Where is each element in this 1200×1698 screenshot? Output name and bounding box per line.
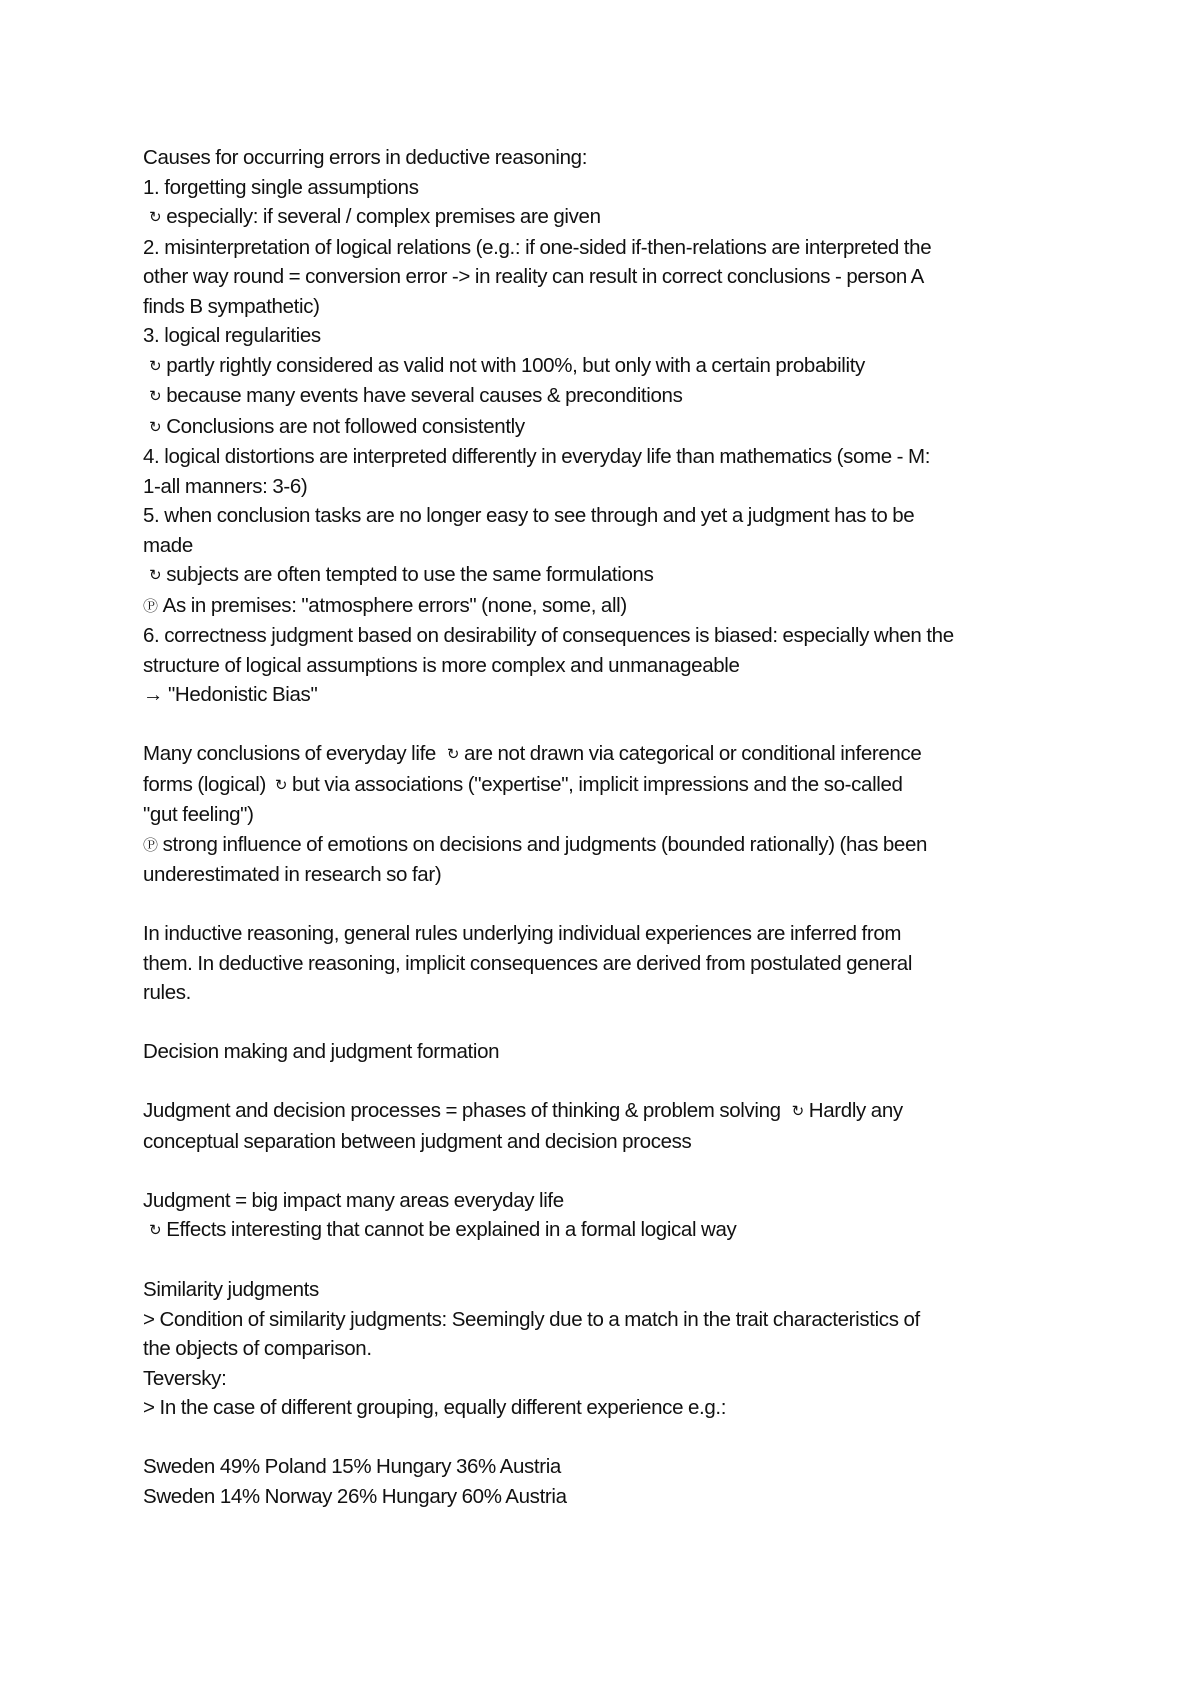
paragraph-line: the objects of comparison. <box>143 1337 372 1360</box>
arrow-bullet-icon: ↻ <box>149 208 162 226</box>
section-heading-similarity: Similarity judgments <box>143 1278 319 1301</box>
paragraph-line: underestimated in research so far) <box>143 863 442 886</box>
paragraph-gap <box>143 890 1073 920</box>
sub-bullet <box>143 381 1073 412</box>
list-item-continuation: made <box>143 533 193 557</box>
text-span: are not drawn via categorical or conditional inference <box>464 742 922 765</box>
paragraph-line <box>143 770 1073 801</box>
arrow-bullet-icon: ↻ <box>149 1221 162 1239</box>
paragraph-line <box>143 1096 1073 1127</box>
paragraph-line: In inductive reasoning, general rules underlying individual experiences are inferred from <box>143 922 902 945</box>
paragraph-gap <box>143 710 1073 740</box>
list-item-continuation: structure of logical assumptions is more complex and unmanageable <box>143 653 740 677</box>
sub-bullet-text: As in premises: "atmosphere errors" (none, some, all) <box>162 593 627 617</box>
arrow-bullet-icon: ↻ <box>149 387 162 405</box>
arrow-bullet-icon: ↻ <box>149 566 162 584</box>
example-row: Sweden 49% Poland 15% Hungary 36% Austria <box>143 1455 561 1478</box>
paragraph-gap <box>143 1067 1073 1097</box>
arrow-bullet-icon: ↻ <box>274 775 288 794</box>
text-span: forms (logical) <box>143 772 266 796</box>
paragraph-line: > Condition of similarity judgments: Seemingly due to a match in the trait characteristics of <box>143 1307 920 1331</box>
sub-bullet-text: subjects are often tempted to use the same formulations <box>166 563 654 586</box>
list-item: 1. forgetting single assumptions <box>143 175 419 199</box>
paragraph-gap <box>143 1246 1073 1276</box>
paragraph-gap <box>143 1156 1073 1186</box>
sub-bullet-text: because many events have several causes & preconditions <box>166 384 683 407</box>
paragraph-line: Teversky: <box>143 1366 227 1390</box>
sub-bullet <box>143 591 1073 622</box>
circled-p-icon: Ⓟ <box>143 596 158 615</box>
arrow-bullet-icon: ↻ <box>791 1102 804 1120</box>
sub-bullet-text: especially: if several / complex premises are given <box>166 205 601 228</box>
list-item-continuation: → "Hedonistic Bias" <box>143 683 318 706</box>
list-item-continuation: finds B sympathetic) <box>143 294 320 318</box>
sub-bullet <box>143 351 1073 382</box>
text-span: Judgment and decision processes = phases of thinking & problem solving <box>143 1099 781 1122</box>
text-span: Hardly any <box>808 1099 903 1122</box>
paragraph-line: "gut feeling") <box>143 803 254 826</box>
paragraph-line: rules. <box>143 981 192 1004</box>
paragraph-line: them. In deductive reasoning, implicit consequences are derived from postulated general <box>143 951 913 975</box>
paragraph-line <box>143 739 1073 770</box>
paragraph-line: > In the case of different grouping, equally different experience e.g.: <box>143 1396 727 1419</box>
text-span: strong influence of emotions on decisions and judgments (bounded rationally) (has been <box>162 832 928 856</box>
list-item-continuation: other way round = conversion error -> in reality can result in correct conclusions - person A <box>143 265 924 288</box>
list-item: 2. misinterpretation of logical relations (e.g.: if one-sided if-then-relations are interpreted the <box>143 235 932 259</box>
list-item: 6. correctness judgment based on desirability of consequences is biased: especially when the <box>143 624 954 647</box>
sub-bullet <box>143 1215 1073 1246</box>
circled-p-icon: Ⓟ <box>143 835 158 854</box>
text-span: but via associations ("expertise", implicit impressions and the so-called <box>292 772 903 796</box>
sub-bullet <box>143 412 1073 443</box>
list-item: 5. when conclusion tasks are no longer easy to see through and yet a judgment has to be <box>143 504 915 527</box>
sub-bullet <box>143 202 1073 233</box>
section-heading-errors: Causes for occurring errors in deductive reasoning: <box>143 146 588 169</box>
example-row: Sweden 14% Norway 26% Hungary 60% Austria <box>143 1484 567 1508</box>
paragraph-line <box>143 830 1073 861</box>
arrow-bullet-icon: ↻ <box>446 745 460 763</box>
text-span: Many conclusions of everyday life <box>143 742 436 765</box>
list-item: 4. logical distortions are interpreted differently in everyday life than mathematics (some - M: <box>143 445 931 468</box>
paragraph-line: Judgment = big impact many areas everyday life <box>143 1188 564 1212</box>
arrow-bullet-icon: ↻ <box>149 417 162 436</box>
paragraph-gap <box>143 1008 1073 1038</box>
sub-bullet-text: Conclusions are not followed consistently <box>166 414 525 438</box>
sub-bullet-text: partly rightly considered as valid not with 100%, but only with a certain probability <box>166 353 865 377</box>
list-item-continuation: 1-all manners: 3-6) <box>143 474 308 498</box>
paragraph-line: conceptual separation between judgment and decision process <box>143 1129 692 1153</box>
sub-bullet-text: Effects interesting that cannot be explained in a formal logical way <box>166 1218 737 1241</box>
document-body <box>143 143 1073 1511</box>
paragraph-gap <box>143 1423 1073 1453</box>
list-item: 3. logical regularities <box>143 324 321 347</box>
arrow-bullet-icon: ↻ <box>149 356 162 375</box>
sub-bullet <box>143 560 1073 591</box>
section-heading-decision: Decision making and judgment formation <box>143 1040 500 1063</box>
